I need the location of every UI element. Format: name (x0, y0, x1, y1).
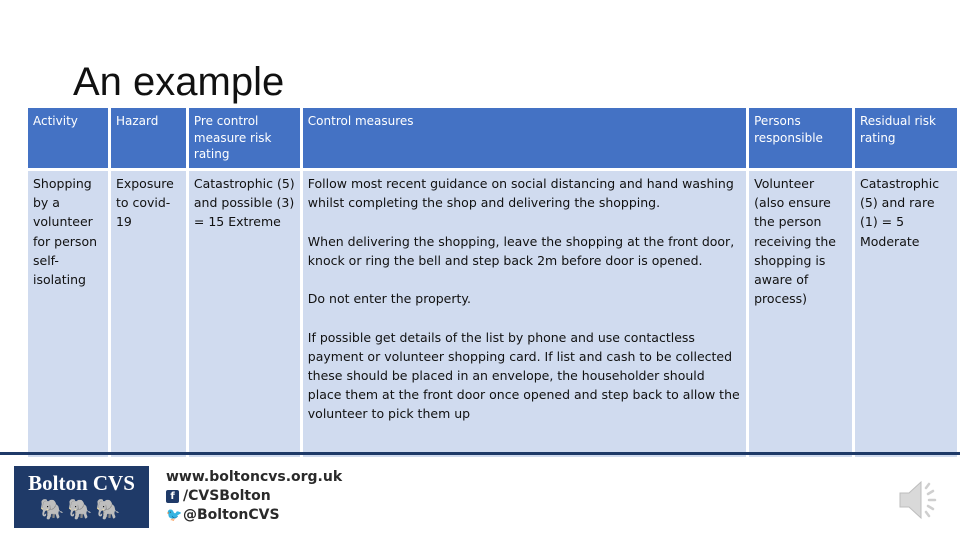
cell-persons-responsible: Volunteer (also ensure the person receiving the shopping is aware of process) (749, 171, 852, 457)
cell-control-measures (303, 171, 746, 457)
facebook-icon: f (166, 490, 179, 503)
speaker-icon[interactable] (896, 478, 944, 522)
website-link[interactable]: www.boltoncvs.org.uk (166, 469, 343, 485)
bolton-cvs-logo (14, 466, 149, 528)
twitter-icon: 🐦 (166, 508, 183, 523)
control-measure-4: If possible get details of the list by phone and use contactless payment or volunteer shopping card. If list and cash to be collected these should be placed in an envelope, the householder should place them at the front door once opened and step back to allow the volunteer to pick them up (307, 329, 740, 422)
slide-title: An example (73, 60, 285, 104)
risk-assessment-table (25, 108, 960, 457)
facebook-handle[interactable]: /CVSBolton (183, 488, 271, 504)
twitter-line[interactable] (166, 506, 342, 525)
control-measure-2: When delivering the shopping, leave the shopping at the front door, knock or ring the bell and step back 2m before door is opened. (307, 233, 735, 268)
header-hazard: Hazard (111, 108, 186, 171)
control-measure-1: Follow most recent guidance on social distancing and hand washing whilst completing the shop and delivering the shopping. (307, 176, 734, 211)
cell-hazard: Exposure to covid-19 (111, 171, 186, 457)
table-header-row (28, 108, 957, 171)
elephant-icon: 🐘🐘🐘 (39, 499, 124, 521)
header-pre-control-rating: Pre control measure risk rating (189, 108, 300, 171)
header-residual-rating: Residual risk rating (855, 108, 957, 171)
control-measure-3: Do not enter the property. (307, 291, 471, 307)
cell-pre-control-rating: Catastrophic (5) and possible (3) = 15 Extreme (189, 171, 300, 457)
header-persons-responsible: Persons responsible (749, 108, 852, 171)
twitter-handle[interactable]: @BoltonCVS (183, 507, 280, 523)
website-line[interactable] (166, 468, 342, 487)
contact-details (166, 468, 342, 525)
table-row (28, 171, 957, 457)
cell-activity: Shopping by a volunteer for person self-isolating (28, 171, 108, 457)
header-control-measures: Control measures (303, 108, 746, 171)
facebook-line[interactable] (166, 487, 342, 506)
header-activity: Activity (28, 108, 108, 171)
logo-text: Bolton CVS (28, 471, 135, 495)
cell-residual-rating: Catastrophic (5) and rare (1) = 5 Moderate (855, 171, 957, 457)
footer-divider (0, 452, 960, 455)
